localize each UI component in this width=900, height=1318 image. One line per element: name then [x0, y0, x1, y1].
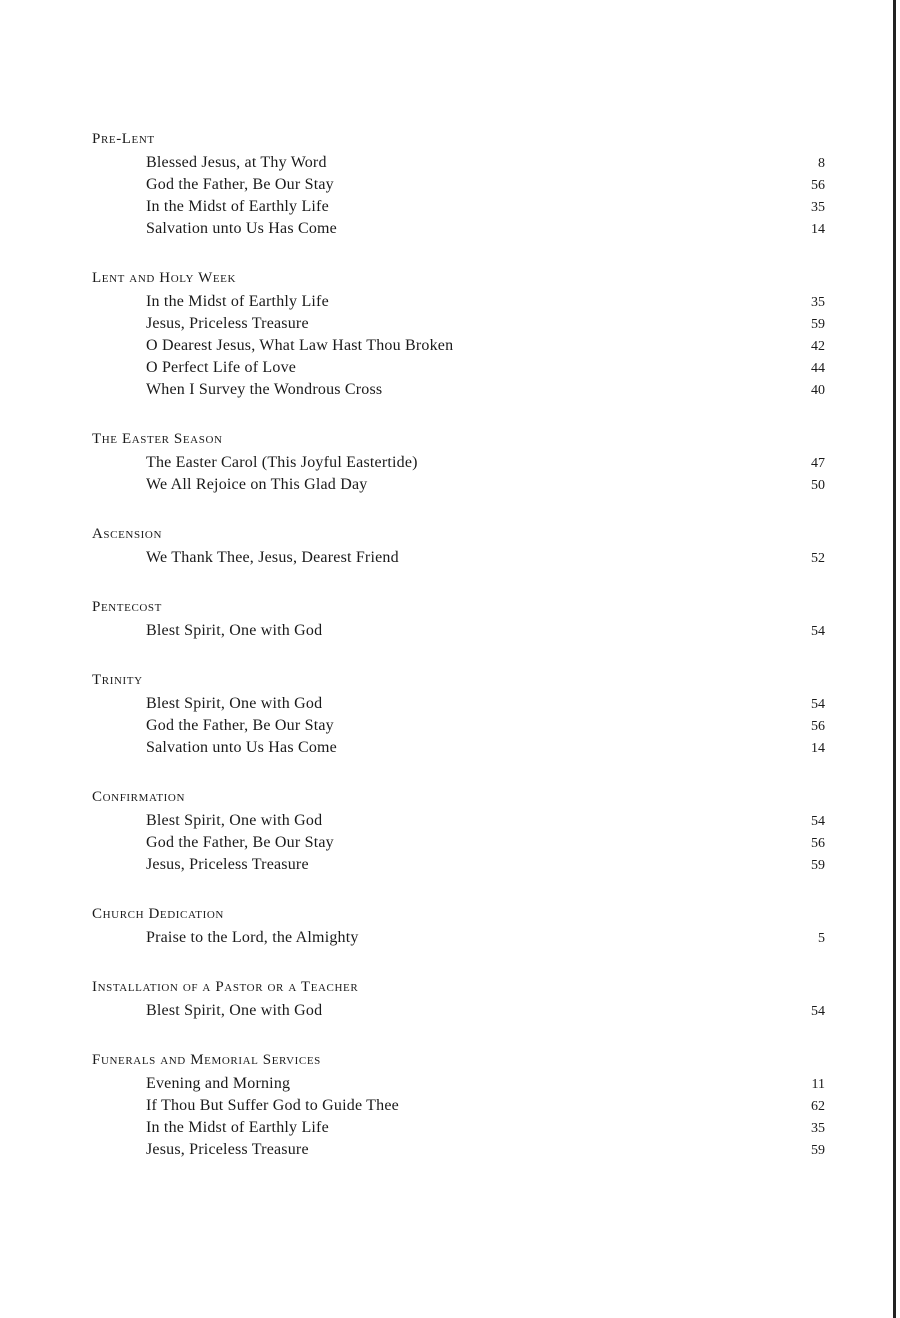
- hymn-entry: [92, 620, 825, 642]
- index-section: [92, 788, 825, 876]
- page-number: 62: [811, 1099, 825, 1114]
- hymn-title: God the Father, Be Our Stay: [146, 176, 334, 193]
- page-number: 56: [811, 836, 825, 851]
- section-heading: Church Dedication: [92, 906, 224, 922]
- hymn-title: Jesus, Priceless Treasure: [146, 1141, 309, 1158]
- hymn-entry: [92, 927, 825, 949]
- hymn-title: Jesus, Priceless Treasure: [146, 315, 309, 332]
- page-number: 56: [811, 719, 825, 734]
- page-number: 40: [811, 383, 825, 398]
- section-heading: Funerals and Memorial Services: [92, 1052, 321, 1068]
- hymn-title: When I Survey the Wondrous Cross: [146, 381, 383, 398]
- hymn-title: We All Rejoice on This Glad Day: [146, 476, 368, 493]
- hymn-title: Blest Spirit, One with God: [146, 695, 323, 712]
- index-section: [92, 905, 825, 949]
- hymn-entry: [92, 693, 825, 715]
- hymn-entry: [92, 291, 825, 313]
- topical-index: [92, 130, 825, 1190]
- hymn-entry: [92, 474, 825, 496]
- hymn-entry: [92, 152, 825, 174]
- hymn-entry: [92, 715, 825, 737]
- page-number: 42: [811, 339, 825, 354]
- hymn-entry: [92, 1073, 825, 1095]
- section-heading: Ascension: [92, 526, 163, 542]
- hymn-title: Salvation unto Us Has Come: [146, 739, 337, 756]
- hymn-entry: [92, 547, 825, 569]
- hymn-title: Blest Spirit, One with God: [146, 1002, 323, 1019]
- page-number: 54: [811, 624, 825, 639]
- hymn-title: Praise to the Lord, the Almighty: [146, 929, 359, 946]
- index-section: [92, 671, 825, 759]
- section-heading: Pre-Lent: [92, 131, 155, 147]
- page-number: 44: [811, 361, 825, 376]
- hymn-title: Evening and Morning: [146, 1075, 291, 1092]
- hymn-title: God the Father, Be Our Stay: [146, 717, 334, 734]
- section-heading: The Easter Season: [92, 431, 223, 447]
- hymn-title: God the Father, Be Our Stay: [146, 834, 334, 851]
- hymn-entry: [92, 335, 825, 357]
- page-number: 54: [811, 1004, 825, 1019]
- hymn-title: In the Midst of Earthly Life: [146, 1119, 329, 1136]
- hymn-title: Jesus, Priceless Treasure: [146, 856, 309, 873]
- page-number: 59: [811, 858, 825, 873]
- hymn-entry: [92, 218, 825, 240]
- page-number: 50: [811, 478, 825, 493]
- page-number: 54: [811, 697, 825, 712]
- hymn-title: Blest Spirit, One with God: [146, 622, 323, 639]
- index-section: [92, 1051, 825, 1161]
- page-number: 52: [811, 551, 825, 566]
- index-section: [92, 430, 825, 496]
- hymn-title: We Thank Thee, Jesus, Dearest Friend: [146, 549, 399, 566]
- index-section: [92, 269, 825, 401]
- hymn-title: If Thou But Suffer God to Guide Thee: [146, 1097, 399, 1114]
- section-heading: Trinity: [92, 672, 143, 688]
- hymn-entry: [92, 810, 825, 832]
- index-section: [92, 130, 825, 240]
- hymn-entry: [92, 1095, 825, 1117]
- hymn-entry: [92, 452, 825, 474]
- hymn-entry: [92, 854, 825, 876]
- hymn-title: In the Midst of Earthly Life: [146, 198, 329, 215]
- page-number: 47: [811, 456, 825, 471]
- page-number: 11: [811, 1077, 825, 1092]
- page-number: 59: [811, 1143, 825, 1158]
- page-number: 14: [811, 222, 825, 237]
- page-number: 35: [811, 1121, 825, 1136]
- page-number: 56: [811, 178, 825, 193]
- page-number: 54: [811, 814, 825, 829]
- hymn-entry: [92, 196, 825, 218]
- section-heading: Lent and Holy Week: [92, 270, 237, 286]
- page-number: 14: [811, 741, 825, 756]
- hymn-entry: [92, 379, 825, 401]
- hymn-title: In the Midst of Earthly Life: [146, 293, 329, 310]
- page-number: 5: [818, 931, 825, 946]
- page-number: 8: [818, 156, 825, 171]
- page-number: 59: [811, 317, 825, 332]
- hymn-title: Salvation unto Us Has Come: [146, 220, 337, 237]
- hymn-title: The Easter Carol (This Joyful Eastertide): [146, 454, 418, 471]
- hymn-title: Blest Spirit, One with God: [146, 812, 323, 829]
- hymn-entry: [92, 737, 825, 759]
- hymn-title: O Dearest Jesus, What Law Hast Thou Broken: [146, 337, 454, 354]
- section-heading: Confirmation: [92, 789, 185, 805]
- hymn-entry: [92, 1139, 825, 1161]
- section-heading: Pentecost: [92, 599, 162, 615]
- hymn-title: Blessed Jesus, at Thy Word: [146, 154, 327, 171]
- page-number: 35: [811, 200, 825, 215]
- index-section: [92, 525, 825, 569]
- hymn-entry: [92, 1000, 825, 1022]
- hymn-entry: [92, 313, 825, 335]
- hymn-entry: [92, 1117, 825, 1139]
- hymn-entry: [92, 174, 825, 196]
- hymn-title: O Perfect Life of Love: [146, 359, 297, 376]
- section-heading: Installation of a Pastor or a Teacher: [92, 979, 359, 995]
- index-section: [92, 598, 825, 642]
- hymn-entry: [92, 357, 825, 379]
- index-section: [92, 978, 825, 1022]
- page-number: 35: [811, 295, 825, 310]
- hymn-entry: [92, 832, 825, 854]
